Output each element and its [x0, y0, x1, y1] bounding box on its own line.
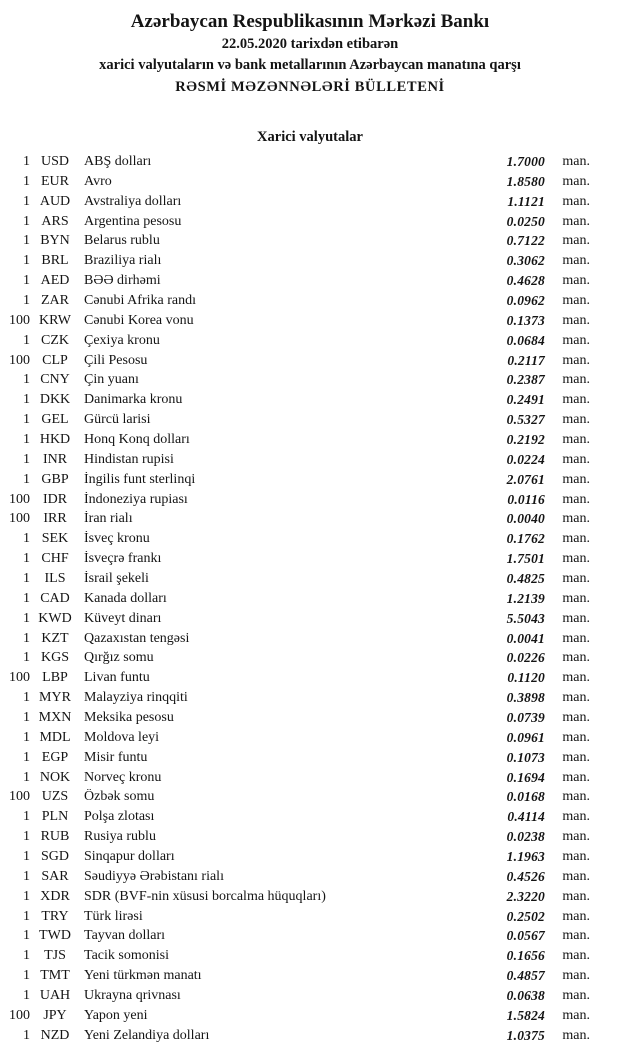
rate-value: 0.2387 [506, 372, 545, 388]
table-row [0, 251, 620, 271]
unit-label: man. [562, 173, 590, 189]
currency-code: DKK [39, 392, 71, 408]
unit-label: man. [562, 531, 590, 547]
table-row [0, 212, 620, 232]
currency-name: Küveyt dinarı [84, 610, 162, 626]
currency-code: CZK [41, 332, 69, 348]
currency-name: Gürcü larisi [84, 412, 151, 428]
currency-name: Livan funtu [84, 670, 150, 686]
rate-value: 1.1121 [507, 193, 545, 209]
currency-code: NZD [40, 1027, 70, 1043]
currency-name: Rusiya rublu [84, 829, 156, 845]
table-row [0, 291, 620, 311]
currency-code: ZAR [41, 292, 69, 308]
table-row [0, 629, 620, 649]
rate-value: 0.0739 [506, 709, 545, 725]
currency-name: İngilis funt sterlinqi [84, 471, 196, 487]
quantity-value: 100 [9, 312, 30, 328]
unit-label: man. [562, 570, 590, 586]
unit-label: man. [562, 233, 590, 249]
rate-value: 0.1373 [506, 312, 545, 328]
currency-code: NOK [39, 769, 71, 785]
currency-code: UZS [41, 789, 69, 805]
currency-name: İsveç kronu [84, 531, 150, 547]
currency-name: İran rialı [84, 511, 133, 527]
rate-value: 0.0238 [506, 829, 545, 845]
table-row [0, 152, 620, 172]
quantity-value: 100 [9, 789, 30, 805]
quantity-value: 1 [23, 292, 30, 308]
unit-label: man. [562, 491, 590, 507]
bulletin-subtitle: xarici valyutaların və bank metallarının Azərbaycan manatına qarşı [99, 57, 521, 73]
currency-code: ILS [44, 570, 66, 586]
unit-label: man. [562, 213, 590, 229]
quantity-value: 1 [23, 471, 30, 487]
unit-label: man. [562, 1027, 590, 1043]
currency-code: KRW [39, 312, 71, 328]
currency-name: İsveçrə frankı [84, 551, 162, 567]
currency-code: HKD [39, 431, 71, 447]
unit-label: man. [562, 551, 590, 567]
table-row [0, 728, 620, 748]
quantity-value: 1 [23, 551, 30, 567]
currency-code: SGD [40, 849, 69, 864]
currency-name: Avstraliya dolları [84, 193, 182, 209]
rate-value: 0.4857 [506, 968, 545, 984]
currency-code: XDR [40, 888, 70, 904]
unit-label: man. [562, 849, 590, 864]
quantity-value: 100 [9, 670, 30, 686]
rate-value: 0.3898 [506, 690, 545, 706]
currency-name: Hindistan rupisi [84, 451, 174, 467]
unit-label: man. [562, 590, 590, 606]
table-row [0, 311, 620, 331]
rate-value: 0.4825 [506, 570, 545, 586]
currency-code: EUR [41, 173, 69, 189]
currency-name: Cənubi Afrika randı [84, 292, 196, 308]
currency-code: JPY [43, 1007, 67, 1023]
unit-label: man. [562, 829, 590, 845]
rate-value: 0.3062 [506, 253, 545, 269]
rate-value: 0.0684 [506, 332, 545, 348]
currency-name: ABŞ dolları [84, 153, 152, 169]
quantity-value: 1 [23, 690, 30, 706]
quantity-value: 1 [23, 153, 30, 169]
quantity-value: 1 [23, 749, 30, 765]
rate-value: 0.1694 [506, 769, 545, 785]
rate-value: 0.0040 [506, 511, 545, 527]
table-row [0, 688, 620, 708]
currency-code: USD [40, 153, 69, 169]
effective-date-line: 22.05.2020 tarixdən etibarən [221, 36, 399, 52]
quantity-value: 1 [23, 928, 30, 944]
rate-value: 0.2502 [506, 908, 545, 924]
currency-name: SDR (BVF-nin xüsusi borcalma hüquqları) [84, 888, 326, 904]
currency-code: IDR [42, 491, 68, 507]
currency-name: BƏƏ dirhəmi [84, 273, 161, 289]
unit-label: man. [562, 193, 590, 209]
rate-value: 0.1073 [506, 749, 545, 765]
currency-name: Polşa zlotası [84, 809, 155, 825]
unit-label: man. [562, 253, 590, 269]
unit-label: man. [562, 332, 590, 348]
table-row [0, 986, 620, 1006]
table-row [0, 410, 620, 430]
unit-label: man. [562, 1007, 590, 1023]
currency-code: INR [42, 451, 68, 467]
currency-name: Meksika pesosu [84, 709, 174, 725]
rates-table [0, 152, 620, 1046]
currency-name: Argentina pesosu [84, 213, 182, 229]
quantity-value: 1 [23, 948, 30, 964]
rate-value: 0.0168 [506, 789, 545, 805]
rate-value: 2.0761 [506, 471, 545, 487]
quantity-value: 1 [23, 829, 30, 845]
rate-value: 2.3220 [506, 888, 545, 904]
rate-value: 0.5327 [506, 412, 545, 428]
table-row [0, 807, 620, 827]
currency-code: MDL [39, 729, 71, 745]
quantity-value: 1 [23, 769, 30, 785]
unit-label: man. [562, 650, 590, 666]
rate-value: 1.2139 [506, 590, 545, 606]
table-row [0, 609, 620, 629]
currency-name: Norveç kronu [84, 769, 162, 785]
unit-label: man. [562, 809, 590, 825]
quantity-value: 1 [23, 332, 30, 348]
quantity-value: 1 [23, 630, 30, 646]
table-row [0, 788, 620, 808]
rate-value: 1.8580 [506, 173, 545, 189]
rate-value: 0.0638 [506, 988, 545, 1004]
currency-code: IRR [43, 511, 67, 527]
unit-label: man. [562, 928, 590, 944]
quantity-value: 1 [23, 233, 30, 249]
bulletin-title: RƏSMİ MƏZƏNNƏLƏRİ BÜLLETENİ [175, 79, 445, 95]
table-row [0, 887, 620, 907]
currency-name: Çili Pesosu [84, 352, 148, 368]
quantity-value: 1 [23, 849, 30, 864]
quantity-value: 100 [9, 491, 30, 507]
quantity-value: 1 [23, 273, 30, 289]
currency-name: İsrail şekeli [84, 570, 149, 586]
currency-code: KGS [40, 650, 69, 666]
currency-code: CAD [40, 590, 70, 606]
currency-name: Səudiyyə Ərəbistanı rialı [84, 868, 224, 884]
currency-name: Braziliya rialı [84, 253, 162, 269]
currency-code: TWD [39, 928, 71, 944]
currency-name: Qazaxıstan tengəsi [84, 630, 190, 646]
unit-label: man. [562, 471, 590, 487]
rate-value: 0.0116 [507, 491, 545, 507]
currency-code: CLP [42, 352, 68, 368]
rate-value: 0.1120 [507, 670, 545, 686]
unit-label: man. [562, 292, 590, 308]
currency-code: AED [40, 273, 70, 289]
rate-value: 1.1963 [506, 849, 545, 864]
quantity-value: 1 [23, 173, 30, 189]
quantity-value: 1 [23, 908, 30, 924]
unit-label: man. [562, 968, 590, 984]
currency-code: SAR [41, 868, 69, 884]
currency-name: Qırğız somu [84, 650, 154, 666]
table-row [0, 370, 620, 390]
unit-label: man. [562, 451, 590, 467]
quantity-value: 1 [23, 213, 30, 229]
table-row [0, 907, 620, 927]
unit-label: man. [562, 610, 590, 626]
rate-value: 0.4526 [506, 868, 545, 884]
quantity-value: 1 [23, 193, 30, 209]
currency-name: Özbək somu [84, 789, 155, 805]
table-row [0, 927, 620, 947]
currency-name: Cənubi Korea vonu [84, 312, 194, 328]
table-row [0, 589, 620, 609]
table-row [0, 768, 620, 788]
table-row [0, 867, 620, 887]
rate-value: 1.0375 [506, 1027, 545, 1043]
currency-code: RUB [40, 829, 70, 845]
currency-code: TRY [41, 908, 69, 924]
table-row [0, 946, 620, 966]
rate-value: 5.5043 [506, 610, 545, 626]
table-row [0, 549, 620, 569]
table-row [0, 271, 620, 291]
table-row [0, 569, 620, 589]
quantity-value: 1 [23, 868, 30, 884]
unit-label: man. [562, 690, 590, 706]
currency-code: GEL [41, 412, 69, 428]
table-row [0, 490, 620, 510]
table-row [0, 748, 620, 768]
table-row [0, 966, 620, 986]
unit-label: man. [562, 749, 590, 765]
quantity-value: 1 [23, 968, 30, 984]
unit-label: man. [562, 312, 590, 328]
currency-code: ARS [41, 213, 69, 229]
quantity-value: 100 [9, 511, 30, 527]
quantity-value: 100 [9, 352, 30, 368]
rate-value: 0.2117 [507, 352, 545, 368]
rate-value: 0.0962 [506, 292, 545, 308]
currency-code: UAH [39, 988, 71, 1004]
currency-code: KZT [41, 630, 69, 646]
unit-label: man. [562, 908, 590, 924]
currency-code: TMT [40, 968, 70, 984]
currency-code: KWD [38, 610, 72, 626]
currency-name: Yeni Zelandiya dolları [84, 1027, 210, 1043]
quantity-value: 1 [23, 372, 30, 388]
currency-code: EGP [41, 749, 69, 765]
quantity-value: 1 [23, 531, 30, 547]
rate-value: 0.2192 [506, 431, 545, 447]
quantity-value: 1 [23, 570, 30, 586]
rate-value: 0.4114 [507, 809, 545, 825]
quantity-value: 1 [23, 431, 30, 447]
quantity-value: 1 [23, 988, 30, 1004]
currency-name: Danimarka kronu [84, 392, 183, 408]
rate-value: 0.0961 [506, 729, 545, 745]
rate-value: 1.7000 [506, 153, 545, 169]
rate-value: 1.7501 [506, 551, 545, 567]
unit-label: man. [562, 153, 590, 169]
currency-name: Belarus rublu [84, 233, 160, 249]
rate-value: 0.2491 [506, 392, 545, 408]
table-row [0, 390, 620, 410]
quantity-value: 1 [23, 650, 30, 666]
table-row [0, 648, 620, 668]
quantity-value: 1 [23, 392, 30, 408]
table-row [0, 1006, 620, 1026]
quantity-value: 1 [23, 590, 30, 606]
table-row [0, 351, 620, 371]
rate-value: 0.1656 [506, 948, 545, 964]
rate-value: 0.0041 [506, 630, 545, 646]
rate-value: 0.1762 [506, 531, 545, 547]
quantity-value: 1 [23, 888, 30, 904]
currency-name: Türk lirəsi [84, 908, 143, 924]
table-row [0, 708, 620, 728]
currency-name: Tayvan dolları [84, 928, 166, 944]
table-row [0, 668, 620, 688]
currency-name: Ukrayna qrivnası [84, 988, 181, 1004]
currency-name: Sinqapur dolları [84, 849, 175, 864]
table-row [0, 509, 620, 529]
rate-value: 1.5824 [506, 1007, 545, 1023]
currency-name: Misir funtu [84, 749, 148, 765]
currency-code: MXN [38, 709, 72, 725]
bank-title: Azərbaycan Respublikasının Mərkəzi Bankı [130, 11, 490, 32]
currency-name: Moldova leyi [84, 729, 160, 745]
currency-code: AUD [39, 193, 71, 209]
currency-name: Çin yuanı [84, 372, 139, 388]
currency-name: Çexiya kronu [84, 332, 160, 348]
table-row [0, 827, 620, 847]
unit-label: man. [562, 511, 590, 527]
currency-code: SEK [41, 531, 69, 547]
quantity-value: 1 [23, 412, 30, 428]
quantity-value: 1 [23, 1027, 30, 1043]
table-row [0, 450, 620, 470]
unit-label: man. [562, 630, 590, 646]
currency-name: Malayziya rinqqiti [84, 690, 188, 706]
rate-value: 0.0250 [506, 213, 545, 229]
unit-label: man. [562, 948, 590, 964]
rate-value: 0.0226 [506, 650, 545, 666]
unit-label: man. [562, 392, 590, 408]
currency-code: LBP [42, 670, 68, 686]
currency-name: Kanada dolları [84, 590, 167, 606]
unit-label: man. [562, 729, 590, 745]
rate-value: 0.0567 [506, 928, 545, 944]
currency-code: BRL [41, 253, 69, 269]
currency-name: Tacik somonisi [84, 948, 169, 964]
currency-code: CHF [41, 551, 69, 567]
currency-code: TJS [44, 948, 66, 964]
section-title-foreign-currencies: Xarici valyutalar [257, 129, 363, 145]
table-row [0, 847, 620, 867]
currency-code: BYN [40, 233, 70, 249]
currency-name: Avro [84, 173, 112, 189]
currency-code: PLN [41, 809, 69, 825]
rate-value: 0.0224 [506, 451, 545, 467]
unit-label: man. [562, 273, 590, 289]
unit-label: man. [562, 789, 590, 805]
quantity-value: 1 [23, 729, 30, 745]
currency-name: Honq Konq dolları [84, 431, 190, 447]
bulletin-header [0, 9, 620, 98]
table-row [0, 331, 620, 351]
currency-name: İndoneziya rupiası [84, 491, 188, 507]
unit-label: man. [562, 431, 590, 447]
table-row [0, 192, 620, 212]
quantity-value: 1 [23, 610, 30, 626]
currency-code: CNY [40, 372, 70, 388]
quantity-value: 1 [23, 253, 30, 269]
unit-label: man. [562, 868, 590, 884]
currency-code: MYR [39, 690, 71, 706]
table-row [0, 529, 620, 549]
rate-value: 0.7122 [506, 233, 545, 249]
table-row [0, 470, 620, 490]
currency-code: GBP [41, 471, 69, 487]
unit-label: man. [562, 412, 590, 428]
unit-label: man. [562, 888, 590, 904]
unit-label: man. [562, 670, 590, 686]
unit-label: man. [562, 769, 590, 785]
unit-label: man. [562, 709, 590, 725]
table-row [0, 430, 620, 450]
quantity-value: 1 [23, 451, 30, 467]
rate-value: 0.4628 [506, 273, 545, 289]
quantity-value: 100 [9, 1007, 30, 1023]
currency-name: Yeni türkmən manatı [84, 968, 202, 984]
table-row [0, 1026, 620, 1046]
quantity-value: 1 [23, 709, 30, 725]
currency-name: Yapon yeni [84, 1007, 148, 1023]
table-row [0, 172, 620, 192]
table-row [0, 231, 620, 251]
quantity-value: 1 [23, 809, 30, 825]
unit-label: man. [562, 352, 590, 368]
unit-label: man. [562, 988, 590, 1004]
unit-label: man. [562, 372, 590, 388]
